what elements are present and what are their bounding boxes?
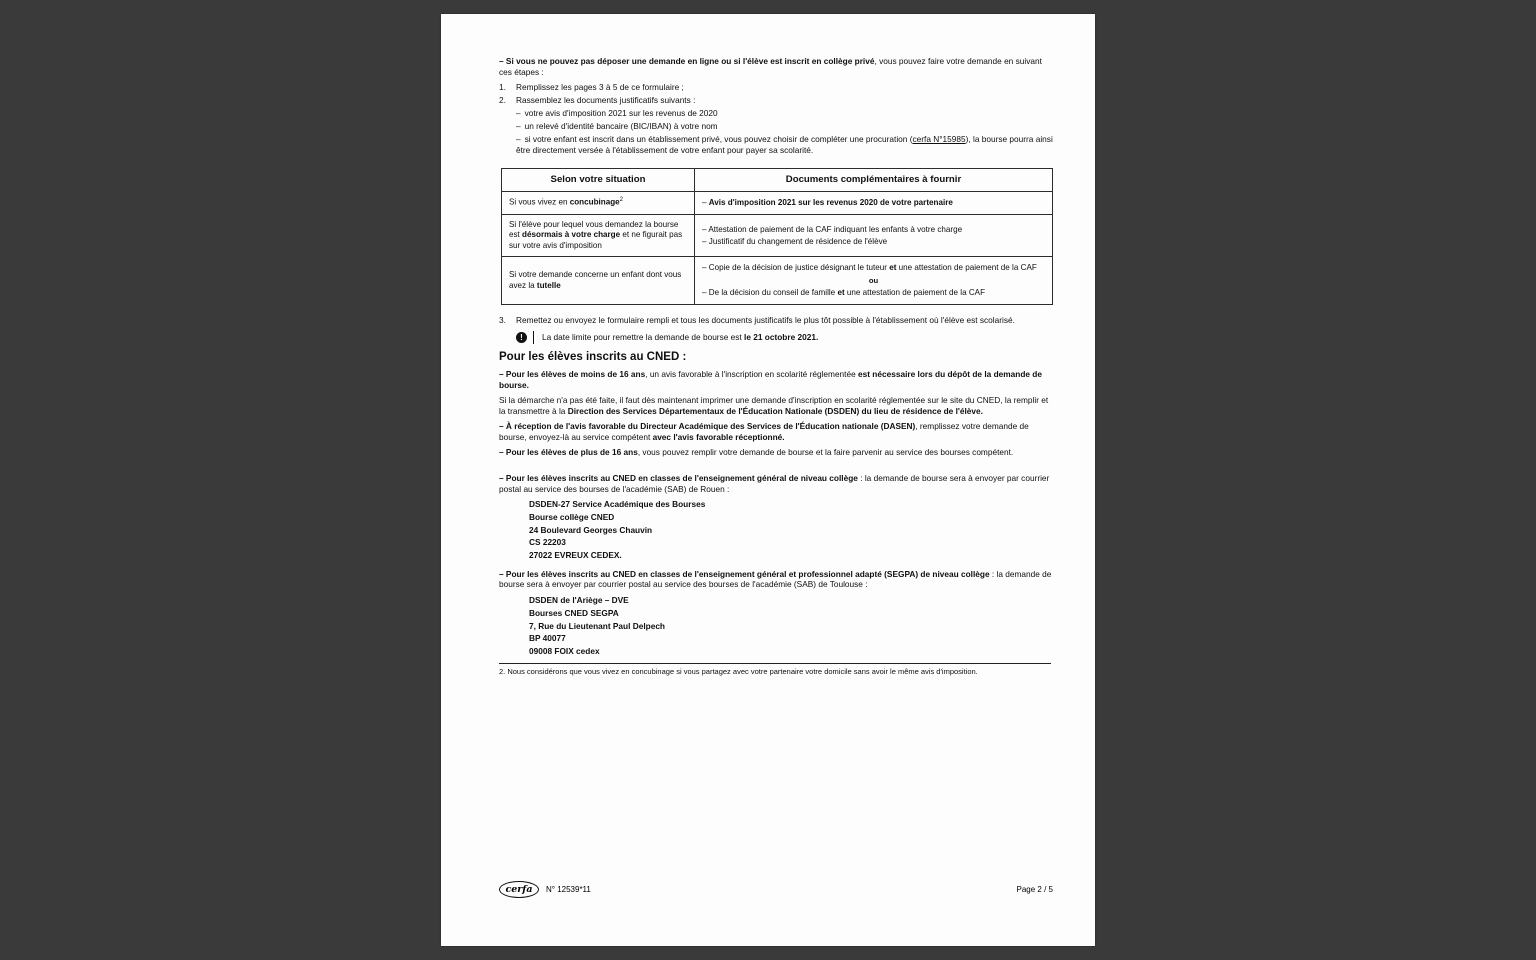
- cned-heading: Pour les élèves inscrits au CNED :: [499, 350, 687, 363]
- dash-marker: –: [702, 198, 707, 208]
- deadline-text-pre: La date limite pour remettre la demande de bourse est: [542, 331, 745, 342]
- document-page: [441, 14, 1095, 946]
- documents-cell: [695, 214, 1053, 257]
- document-text: Justificatif du changement de résidence de l'élève: [708, 236, 888, 246]
- para-rest-1: Si la démarche n'a pas été faite, il faut dès maintenant imprimer une demande d'inscription en scolarité réglementée sur le site du CNED, la remplir et la transmettre à la: [499, 394, 1049, 416]
- step-number: 1.: [499, 81, 506, 92]
- bullet-text: votre avis d'imposition 2021 sur les revenus de 2020: [524, 107, 718, 118]
- para-bold-2: est nécessaire lors du dépôt de la demande de bourse.: [499, 369, 1042, 390]
- deadline-date: le 21 octobre 2021.: [744, 331, 819, 342]
- document-separator: ou: [868, 276, 879, 286]
- situation-text: Si votre demande concerne un enfant dont vous avez la: [509, 270, 682, 290]
- para-rest-1: , remplissez votre demande de bourse, envoyez-là au service compétent: [499, 420, 1029, 442]
- dash-marker: –: [702, 224, 707, 234]
- step-text: Remplissez les pages 3 à 5 de ce formulaire ;: [516, 81, 684, 92]
- document-text: De la décision du conseil de famille: [708, 288, 838, 298]
- table-row: [502, 257, 1053, 304]
- address-line: DSDEN-27 Service Académique des Bourses: [529, 499, 706, 510]
- para-bold-2: avec l'avis favorable réceptionné.: [652, 431, 785, 442]
- situation-text: Si vous vivez en: [509, 198, 570, 208]
- situation-bold: tutelle: [536, 280, 561, 290]
- spacer: [499, 462, 1053, 473]
- document-line: [702, 224, 1045, 236]
- dash-marker: –: [516, 107, 521, 118]
- situation-bold: désormais à votre charge: [522, 230, 621, 240]
- document-line: [702, 236, 1045, 248]
- footnote-text: 2. Nous considérons que vous vivez en concubinage si vous partagez avec votre partenaire votre domicile sans avoir le même avis d'imposition.: [499, 667, 978, 677]
- footnote-separator: [499, 663, 1051, 664]
- situation-post: et ne figurait pas sur votre avis d'imposition: [509, 230, 683, 250]
- step-text: Rassemblez les documents justificatifs suivants :: [516, 94, 696, 105]
- document-text-cont: une attestation de paiement de la CAF: [844, 288, 986, 298]
- document-text: Attestation de paiement de la CAF indiquant les enfants à votre charge: [708, 224, 963, 234]
- cned-demarche: [499, 395, 1053, 417]
- address-line: BP 40077: [529, 633, 566, 644]
- para-bold-2: Direction des Services Départementaux de l'Éducation Nationale (DSDEN) du lieu de résidence de l'élève.: [567, 405, 983, 416]
- situation-cell: [502, 214, 695, 257]
- cned-college-general: [499, 473, 1053, 495]
- footnote-ref: 2: [619, 197, 623, 204]
- situation-cell: [502, 192, 695, 215]
- para-bold-1: – Pour les élèves de moins de 16 ans: [499, 369, 646, 380]
- cerfa-logo: cerfa: [499, 881, 539, 898]
- address-line: 24 Boulevard Georges Chauvin: [529, 524, 653, 535]
- document-text: Avis d'imposition 2021 sur les revenus 2020 de votre partenaire: [708, 198, 953, 208]
- situation-text: Si l'élève pour lequel vous demandez la bourse est: [509, 219, 679, 240]
- cned-segpa: [499, 569, 1053, 591]
- para-rest-1: , un avis favorable à l'inscription en scolarité réglementée: [645, 369, 859, 380]
- table-row: [502, 214, 1053, 257]
- para-bold-1: – À réception de l'avis favorable du Directeur Académique des Services de l'Éducation nationale (DASEN): [499, 420, 916, 431]
- page-indicator: Page 2 / 5: [1016, 885, 1053, 894]
- dash-marker: –: [516, 120, 521, 131]
- document-text-cont: une attestation de paiement de la CAF: [896, 263, 1037, 273]
- dash-marker: –: [702, 288, 707, 298]
- step-item-3: [499, 315, 1053, 326]
- cned-dasen: [499, 421, 1053, 443]
- bullet-item-procuration: [499, 134, 1053, 156]
- address-line: 27022 EVREUX CEDEX.: [529, 549, 622, 560]
- intro-lead-rest: , vous pouvez faire votre demande en suivant ces étapes :: [499, 56, 1042, 77]
- dash-marker: –: [516, 133, 521, 144]
- cned-moins-16: [499, 369, 1053, 391]
- para-bold-1: – Pour les élèves de plus de 16 ans: [499, 446, 638, 457]
- address-line: 09008 FOIX cedex: [529, 645, 600, 656]
- address-line: CS 22203: [529, 537, 566, 548]
- cerfa-mark: [499, 881, 591, 898]
- intro-lead: [499, 56, 1053, 78]
- exclamation-icon: !: [516, 332, 527, 343]
- para-rest-1: , vous pouvez remplir votre demande de bourse et la faire parvenir au service des bourses compétent.: [637, 446, 1014, 457]
- address-toulouse: [529, 594, 1053, 657]
- para-rest-1: : la demande de bourse sera à envoyer par courrier postal au service des bourses de l'académie (SAB) de Rouen :: [499, 472, 1050, 494]
- deadline-notice: [516, 331, 1053, 344]
- address-rouen: [529, 498, 1053, 561]
- step-text: Remettez ou envoyez le formulaire rempli et tous les documents justificatifs le plus tôt possible à l'établissement où l'élève est scolarisé.: [516, 314, 1015, 325]
- document-line: [702, 262, 1045, 274]
- dash-marker: –: [702, 236, 707, 246]
- address-line: Bourses CNED SEGPA: [529, 607, 619, 618]
- steps-list: [499, 82, 1053, 106]
- situation-cell: [502, 257, 695, 304]
- cerfa-procuration-link[interactable]: cerfa N°15985: [912, 133, 966, 144]
- step-item: [499, 82, 1053, 93]
- procuration-text-b: ), la bourse pourra ainsi être directement versée à l'établissement de votre enfant pour payer sa scolarité.: [516, 133, 1053, 155]
- para-bold-1: – Pour les élèves inscrits au CNED en classes de l'enseignement général de niveau collège: [499, 472, 858, 483]
- table-header-documents: Documents complémentaires à fournir: [695, 168, 1053, 192]
- dash-marker: –: [702, 263, 707, 273]
- intro-lead-bold: – Si vous ne pouvez pas déposer une demande en ligne ou si l'élève est inscrit en collège privé: [499, 56, 875, 66]
- address-line: DSDEN de l'Ariège – DVE: [529, 595, 629, 606]
- step-number: 2.: [499, 94, 506, 105]
- bullet-item: [499, 108, 1053, 119]
- table-header-situation: Selon votre situation: [502, 168, 695, 192]
- cerfa-number: N° 12539*11: [546, 885, 591, 894]
- table-row: [502, 192, 1053, 215]
- bullet-text: un relevé d'identité bancaire (BIC/IBAN) à votre nom: [524, 120, 718, 131]
- bullet-item: [499, 121, 1053, 132]
- document-line: [702, 197, 1045, 209]
- cned-plus-16: [499, 447, 1053, 458]
- document-text-bold: et: [889, 263, 897, 273]
- documents-cell: [695, 192, 1053, 215]
- page-footer: [499, 881, 1053, 898]
- address-line: Bourse collège CNED: [529, 512, 615, 523]
- complementary-documents-table: [501, 168, 1053, 305]
- situation-bold: concubinage: [569, 198, 620, 208]
- document-text: Copie de la décision de justice désignant le tuteur: [708, 263, 890, 273]
- document-text-bold: et: [837, 288, 845, 298]
- document-line: [702, 287, 1045, 299]
- notice-divider: [533, 331, 534, 344]
- documents-cell: [695, 257, 1053, 304]
- step-number: 3.: [499, 314, 506, 325]
- table-header-row: [502, 168, 1053, 192]
- page-content: [499, 56, 1053, 678]
- procuration-text-a: si votre enfant est inscrit dans un établissement privé, vous pouvez choisir de compléter une procuration (: [524, 133, 913, 144]
- deadline-text: [542, 332, 818, 343]
- address-line: 7, Rue du Lieutenant Paul Delpech: [529, 620, 665, 631]
- step-item: [499, 95, 1053, 106]
- para-bold-1: – Pour les élèves inscrits au CNED en classes de l'enseignement général et professionnel adapté (SEGPA) de niveau collège: [499, 568, 990, 579]
- para-rest-1: : la demande de bourse sera à envoyer par courrier postal au service des bourses de l'académie (SAB) de Toulouse :: [499, 568, 1052, 590]
